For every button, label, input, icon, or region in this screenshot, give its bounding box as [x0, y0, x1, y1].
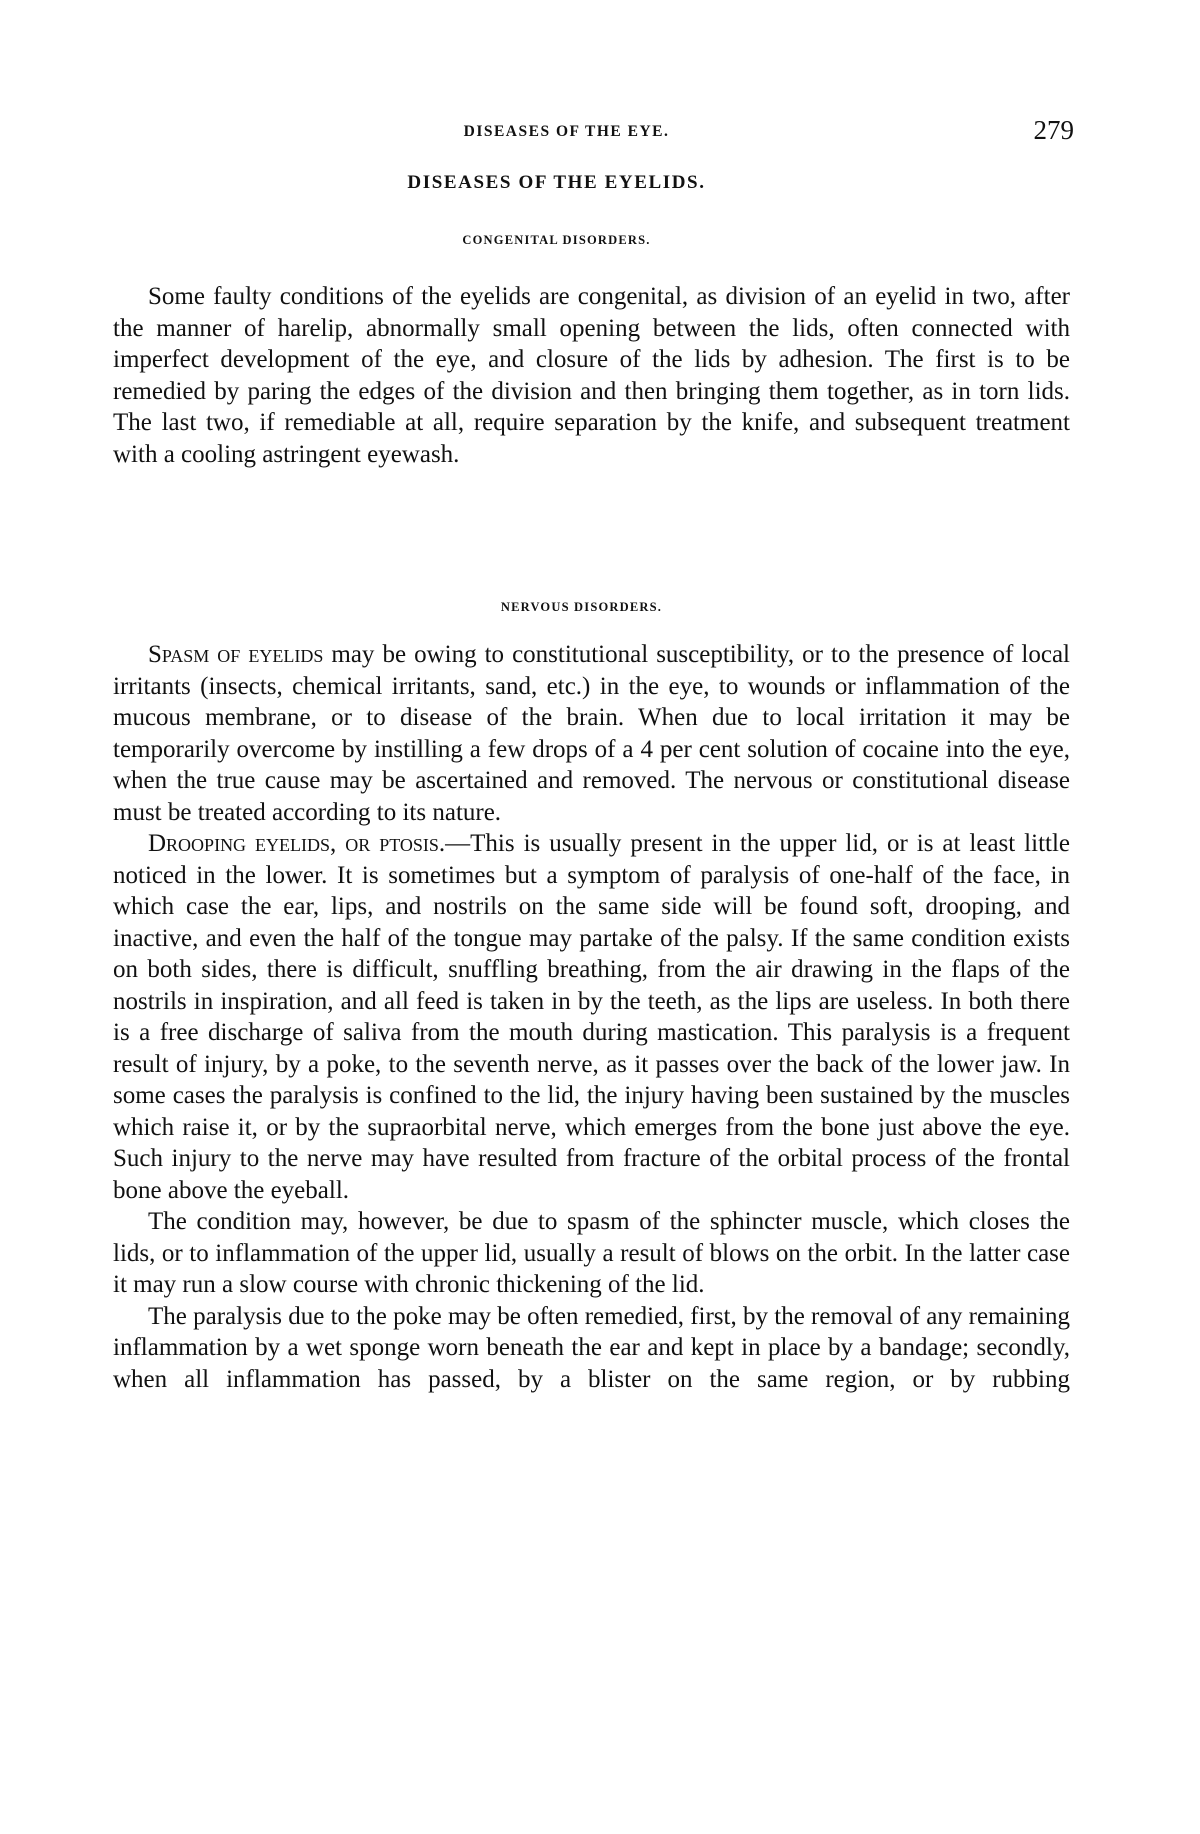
section-body-nervous [113, 639, 1070, 1395]
paragraph-text: —This is usually present in the upper lid, or is at least little noticed in the lower. It is sometimes but a symptom of paralysis of one-half of the face, in which case the ear, lips, and nostrils on the same side will be found soft, drooping, and inactive, and even the half of the tongue may partake of the palsy. If the same condition exists on both sides, there is difficult, snuffling breathing, from the air drawing in the flaps of the nostrils in inspiration, and all feed is taken in by the teeth, as the lips are useless. In both there is a free discharge of saliva from the mouth during mastication. This paralysis is a frequent result of injury, by a poke, to the seventh nerve, as it passes over the back of the lower jaw. In some cases the paralysis is confined to the lid, the injury having been sustained by the muscles which raise it, or by the supraorbital nerve, which emerges from the bone just above the eye. Such injury to the nerve may have resulted from fracture of the orbital process of the frontal bone above the eyeball. [113, 830, 1071, 1204]
chapter-title: DISEASES OF THE EYELIDS. [407, 172, 706, 193]
paragraph [113, 281, 1070, 470]
page-number: 279 [1033, 115, 1074, 145]
paragraph-text: may be owing to constitutional susceptibility, or to the presence of local irritants (insects, chemical irritants, sand, etc.) in the eye, to wounds or inflammation of the mucous membrane, or to disease of the brain. When due to local irritation it may be temporarily overcome by instilling a few drops of a 4 per cent solution of cocaine into the eye, when the true cause may be ascertained and removed. The nervous or constitutional disease must be treated according to its nature. [113, 641, 1070, 826]
paragraph-text: The paralysis due to the poke may be often remedied, first, by the removal of any remaining inflammation by a wet sponge worn beneath the ear and kept in place by a bandage; secondly, when all inflammation has passed, by a blister on the same region, or by rubbing [113, 1302, 1070, 1393]
running-title: DISEASES OF THE EYE. [463, 123, 670, 140]
section-body-congenital [113, 281, 1070, 470]
paragraph-ptosis [113, 828, 1070, 1206]
paragraph-text: The condition may, however, be due to spasm of the sphincter muscle, which closes the lids, or to inflammation of the upper lid, usually a result of blows on the orbit. In the latter case it may run a slow course with chronic thickening of the lid. [113, 1208, 1070, 1298]
paragraph-text: Some faulty conditions of the eyelids are congenital, as division of an eyelid in two, after the manner of harelip, abnormally small opening between the lids, often connected with imperfect development of the eye, and closure of the lids by adhesion. The first is to be remedied by paring the edges of the division and then bringing them together, as in torn lids. The last two, if remediable at all, require separation by the knife, and subsequent treatment with a cooling astringent eyewash. [113, 283, 1070, 468]
section-heading-nervous: NERVOUS DISORDERS. [500, 600, 663, 614]
paragraph-lead: Drooping eyelids, or ptosis. [148, 830, 446, 857]
paragraph-remedy [113, 1301, 1070, 1396]
section-heading-congenital: CONGENITAL DISORDERS. [462, 233, 651, 247]
paragraph-spasm [113, 639, 1070, 828]
paragraph-lead: Spasm of eyelids [148, 641, 324, 668]
paragraph-condition [113, 1206, 1070, 1301]
running-head [113, 115, 1074, 147]
